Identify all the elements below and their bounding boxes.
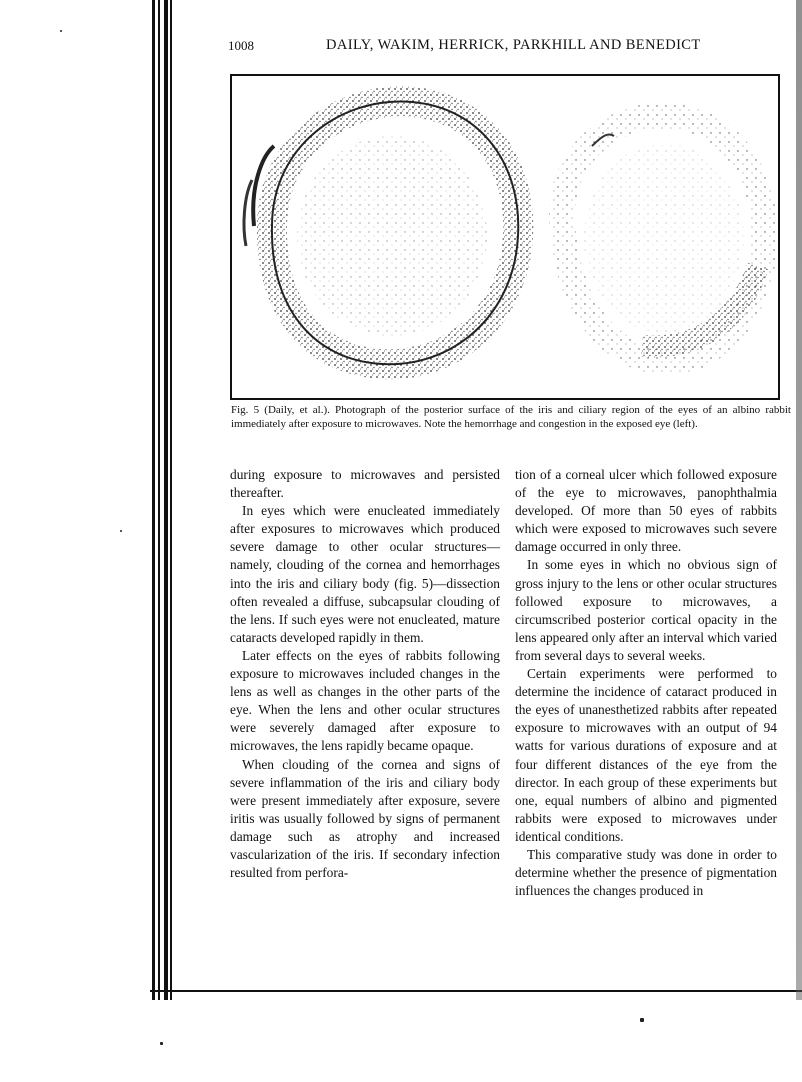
eye-photograph-image <box>232 76 778 398</box>
paragraph: during exposure to microwaves and persisted thereafter. <box>230 467 500 501</box>
paragraph: In some eyes in which no obvious sign of gross injury to the lens or other ocular structures followed exposure to microwaves, a circumscribed posterior cortical opacity in the lens appeared only after an interval which varied from several days to several weeks. <box>515 557 777 663</box>
scan-speck <box>640 1018 644 1022</box>
figure-photograph <box>230 74 780 400</box>
paragraph: In eyes which were enucleated immediately after exposures to microwaves which produced severe damage to other ocular structures—namely, clouding of the cornea and hemorrhages into the iris and ciliary body (fig. 5)—dissection often revealed a diffuse, subcapsular clouding of the lens. If such eyes were not enucleated, mature cataracts developed rapidly in them. <box>230 503 500 645</box>
body-left-column <box>230 466 500 882</box>
paragraph: This comparative study was done in order to determine whether the presence of pigmentation influences the changes produced in <box>515 846 777 899</box>
paragraph: When clouding of the cornea and signs of severe inflammation of the iris and ciliary body were present immediately after exposure, severe iritis was usually followed by signs of permanent damage such as atrophy and increased vascularization of the iris. If secondary infection resulted from perfora- <box>230 756 500 881</box>
scan-binding-edge <box>150 0 176 1000</box>
scan-page-bottom-edge <box>150 990 802 1000</box>
paragraph: tion of a corneal ulcer which followed exposure of the eye to microwaves, panophthalmia developed. Of more than 50 eyes of rabbits which were exposed to microwaves such severe damage occurred in only three. <box>515 467 777 555</box>
scan-right-edge <box>796 0 802 1000</box>
paragraph: Certain experiments were performed to determine the incidence of cataract produced in the eyes of unanesthetized rabbits after repeated exposure to microwaves with an output of 94 watts for various durations of exposure and at four different distances of the eye from the director. In each group of these experiments but one, equal numbers of albino and pigmented rabbits were exposed to microwaves under identical conditions. <box>515 666 777 844</box>
page-header <box>228 38 768 58</box>
figure-caption: Fig. 5 (Daily, et al.). Photograph of the posterior surface of the iris and ciliary region of the eyes of an albino rabbit immediately after exposure to microwaves. Note the hemorrhage and congestion in the exposed eye (left). <box>231 404 791 430</box>
body-right-column <box>515 466 777 900</box>
scan-speck <box>120 530 122 532</box>
paragraph: Later effects on the eyes of rabbits following exposure to microwaves included changes in the lens as well as changes in the other parts of the eye. When the lens and other ocular structures were severely damaged after exposure to microwaves, the lens rapidly became opaque. <box>230 647 500 754</box>
page-number: 1008 <box>228 38 254 53</box>
left-exposed-eye <box>244 102 518 365</box>
scan-speck <box>160 1042 163 1045</box>
right-control-eye <box>562 116 764 363</box>
running-head: DAILY, WAKIM, HERRICK, PARKHILL AND BENEDICT <box>326 37 701 53</box>
scan-speck <box>60 30 62 32</box>
